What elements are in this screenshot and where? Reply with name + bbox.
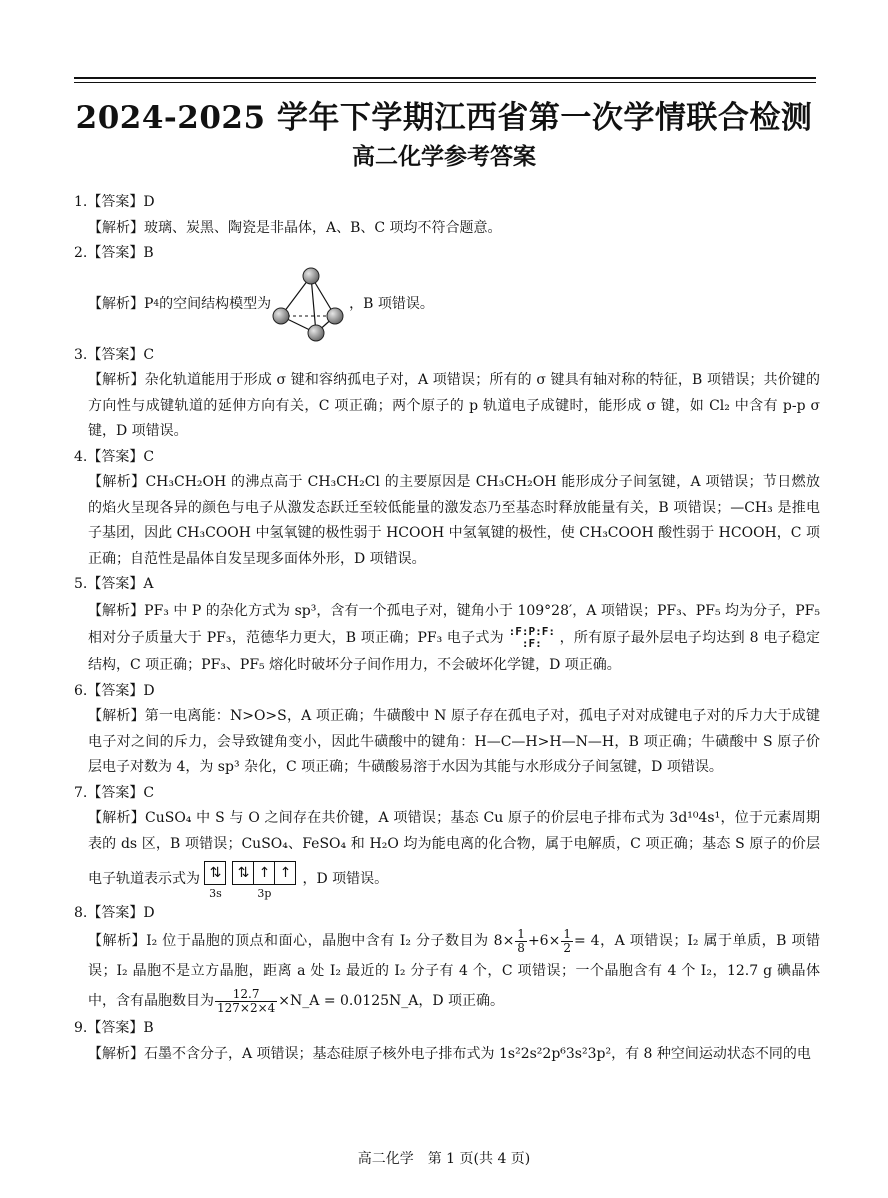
fraction-crystal-count: $\frac{12.7}{127\times 2\times 4}$ xyxy=(217,986,276,1015)
orbital-3s-label: 3s xyxy=(209,886,222,900)
p-atom-front xyxy=(308,325,324,341)
page-title: 2024-2025 学年下学期江西省第一次学情联合检测 xyxy=(75,100,813,136)
q5-exp-b: ，所有原子最外层电子均达到 8 电子稳定结构，C 项正确；PF₃、PF₅ 熔化时破坏分子间作用力，不会破坏化学键，D 项正确。 xyxy=(88,629,820,673)
q8-exp-a: 【解析】I₂ 位于晶胞的顶点和面心，晶胞中含有 I₂ 分子数目为 8× xyxy=(88,933,515,949)
q1-answer: 1.【答案】D xyxy=(74,194,155,210)
q8-exp-c: ×N_A = 0.0125N_A，D 项正确。 xyxy=(278,993,505,1009)
q9-explanation: 【解析】石墨不含分子，A 项错误；基态硅原子核外电子排布式为 1s²2s²2p⁶3s²3p²，有 8 种空间运动状态不同的电 xyxy=(88,1045,811,1062)
q8-mid1: +6× xyxy=(527,933,561,949)
q7-exp-b: ，D 项错误。 xyxy=(302,870,389,887)
fraction-1-2: $\frac{1}{2}$ xyxy=(563,926,571,955)
lewis-top-row: :F:P:F: xyxy=(508,624,555,638)
q3-explanation: 【解析】杂化轨道能用于形成 σ 键和容纳孤电子对，A 项错误；所有的 σ 键具有轴对称的特征，B 项错误；共价键的方向性与成键轨道的延伸方向有关，C 项正确；两个原子的 p 轨道电子成键时，能形成 σ 键，如 Cl₂ 中含有 p-p σ 键，D 项错误。 xyxy=(88,372,820,439)
q5-answer: 5.【答案】A xyxy=(74,576,154,592)
q2-exp-post: ，B 项错误。 xyxy=(349,295,434,312)
q8-answer: 8.【答案】D xyxy=(74,904,155,921)
q2-explanation xyxy=(88,267,820,343)
q2-exp-sub: 4 xyxy=(153,298,160,309)
p-atom-top xyxy=(303,268,319,284)
p-atom-left xyxy=(273,308,289,324)
q2-answer: 2.【答案】B xyxy=(74,245,154,261)
page-footer: 高二化学 第 1 页(共 4 页) xyxy=(357,1151,531,1167)
q9-answer: 9.【答案】B xyxy=(74,1020,154,1036)
q1-explanation: 【解析】玻璃、炭黑、陶瓷是非晶体，A、B、C 项均不符合题意。 xyxy=(88,219,502,236)
orbital-3p-box-3: ↑ xyxy=(279,865,292,881)
header-rule-thin xyxy=(74,82,816,83)
q2-exp-mid: 的空间结构模型为 xyxy=(159,295,272,312)
orbital-3p xyxy=(232,861,296,901)
q8-exp-b: = 4，A 项错误；I₂ 属于单质，B 项错误；I₂ 晶胞不是立方晶胞，距离 a 处 I₂ 最近的 I₂ 分子有 4 个，C 项错误；一个晶胞含有 4 个 I₂，12.7 g 碘晶体中，含有晶胞数目为 xyxy=(88,933,820,1009)
q5-exp-a: 【解析】PF₃ 中 P 的杂化方式为 sp³，含有一个孤电子对，键角小于 109°28′，A 项错误；PF₃、PF₅ 均为分子，PF₅ 相对分子质量大于 PF₃，范德华力更大，B 项正确；PF₃ 电子式为 xyxy=(88,602,820,646)
orbital-3s-box: ⇅ xyxy=(209,865,222,881)
q5-explanation xyxy=(88,598,820,679)
p-atom-right xyxy=(327,308,343,324)
pf3-lewis-structure xyxy=(509,626,555,650)
answer-content xyxy=(74,190,820,1067)
q7-explanation xyxy=(88,806,820,901)
lewis-bottom-row: :F: xyxy=(521,636,542,650)
header-rule-thick xyxy=(74,77,816,79)
p4-tetrahedron-model xyxy=(271,267,349,343)
q3-answer: 3.【答案】C xyxy=(74,346,155,363)
q7-exp-a: 【解析】CuSO₄ 中 S 与 O 之间存在共价键，A 项错误；基态 Cu 原子的价层电子排布式为 3d¹⁰4s¹，位于元素周期表的 ds 区，B 项错误；CuSO₄、FeSO₄ 和 H₂O 均为能电离的化合物，属于电解质，C 项正确；基态 S 原子的价层电子轨道表示式为 xyxy=(88,810,820,887)
q8-explanation xyxy=(88,926,820,1016)
page-subtitle: 高二化学参考答案 xyxy=(352,144,536,170)
q4-answer: 4.【答案】C xyxy=(74,448,155,465)
orbital-3s xyxy=(204,861,226,901)
q7-answer: 7.【答案】C xyxy=(74,784,155,801)
q4-explanation: 【解析】CH₃CH₂OH 的沸点高于 CH₃CH₂Cl 的主要原因是 CH₃CH₂OH 能形成分子间氢键，A 项错误；节日燃放的焰火呈现各异的颜色与电子从激发态跃迁至较低能量的激发态乃至基态时释放能量有关，B 项错误；—CH₃ 是推电子基团，因此 CH₃COOH 中氢氧键的极性弱于 HCOOH 中氢氧键的极性，使 CH₃COOH 酸性弱于 HCOOH，C 项正确；自范性是晶体自发呈现多面体外形，D 项错误。 xyxy=(88,474,820,567)
fraction-1-8: $\frac{1}{8}$ xyxy=(517,926,525,955)
q2-exp-pre: 【解析】P xyxy=(88,295,154,312)
q6-explanation: 【解析】第一电离能：N>O>S，A 项正确；牛磺酸中 N 原子存在孤电子对，孤电子对对成键电子对的斥力大于成键电子对之间的斥力，会导致键角变小，因此牛磺酸中的键角：H—C—H>H—N—H，B 项正确；牛磺酸中 S 原子价层电子对数为 4，为 sp³ 杂化，C 项正确；牛磺酸易溶于水因为其能与水形成分子间氢键，D 项错误。 xyxy=(88,708,820,775)
orbital-3p-box-1: ⇅ xyxy=(233,862,254,884)
orbital-3p-box-2: ↑ xyxy=(254,862,275,884)
q6-answer: 6.【答案】D xyxy=(74,682,155,699)
orbital-3p-label: 3p xyxy=(257,886,272,900)
